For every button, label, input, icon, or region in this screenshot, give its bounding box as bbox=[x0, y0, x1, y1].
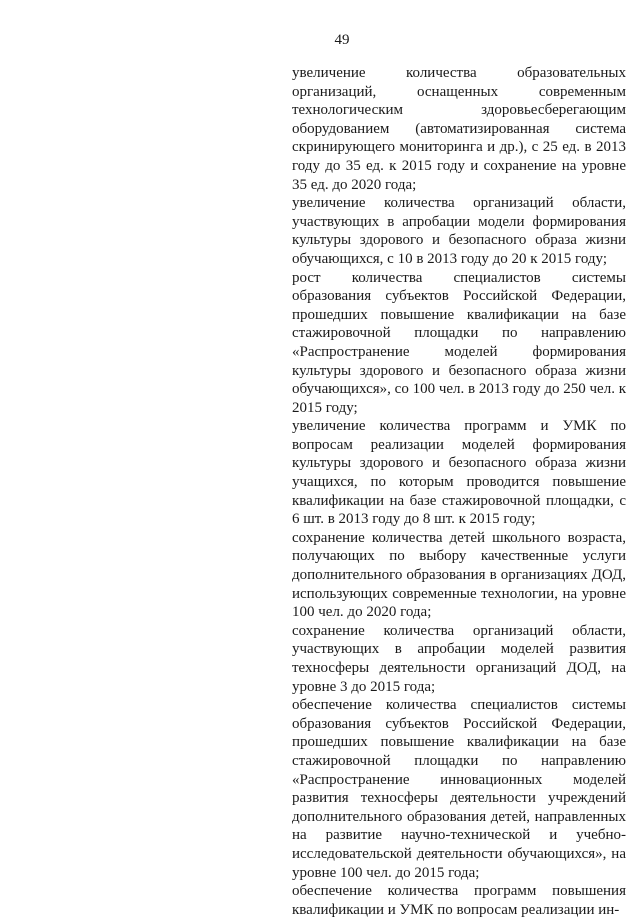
paragraph-children-dod: сохранение количества детей школьного возраста, получающих по выбору качественные услуги дополнительного образования в организациях ДОД, использующих современные технологии, на уровне 100 чел. до 2020 года; bbox=[292, 529, 626, 621]
page-number: 49 bbox=[334, 32, 350, 48]
paragraph-health-equipment: увеличение количества образовательных организаций, оснащенных современным технологическим здоровьесберегающим оборудованием (автоматизированная система скринирующего мониторинга и др.), с 25 ед. в 2013 году до 35 ед. к 2015 году и сохранение на уровне 35 ед. до 2020 года; bbox=[292, 65, 626, 193]
paragraph-programs-umk: увеличение количества программ и УМК по вопросам реализации моделей формирования культуры здорового и безопасного образа жизни учащихся, по которым проводится повышение квалификации на базе стажировочной площадки, с 6 шт. в 2013 году до 8 шт. к 2015 году; bbox=[292, 418, 626, 528]
paragraph-healthy-lifestyle-model: увеличение количества организаций области, участвующих в апробации модели формирования культуры здорового и безопасного образа жизни обучающихся, с 10 в 2013 году до 20 к 2015 году; bbox=[292, 195, 626, 267]
paragraph-specialists-training: рост количества специалистов системы образования субъектов Российской Федерации, прошедших повышение квалификации на базе стажировочной площадки по направлению «Распространение моделей формирования культуры здорового и безопасного образа жизни обучающихся», со 100 чел. в 2013 году до 250 чел. к 2015 году; bbox=[292, 269, 626, 416]
paragraph-qualification-programs: обеспечение количества программ повышения квалификации и УМК по вопросам реализации ин- bbox=[292, 883, 626, 918]
text-column bbox=[292, 64, 626, 919]
paragraph-technosphere-specialists: обеспечение количества специалистов системы образования субъектов Российской Федерации, прошедших повышение квалификации на базе стажировочной площадки по направлению «Распространение инновационных моделей развития техносферы деятельности учреждений дополнительного образования детей, направленных на развитие научно-технической и учебно-исследовательской деятельности обучающихся», на уровне 100 чел. до 2015 года; bbox=[292, 697, 626, 881]
paragraph-technosphere-orgs: сохранение количества организаций области, участвующих в апробации моделей развития техносферы деятельности организаций ДОД, на уровне 3 до 2015 года; bbox=[292, 622, 626, 695]
